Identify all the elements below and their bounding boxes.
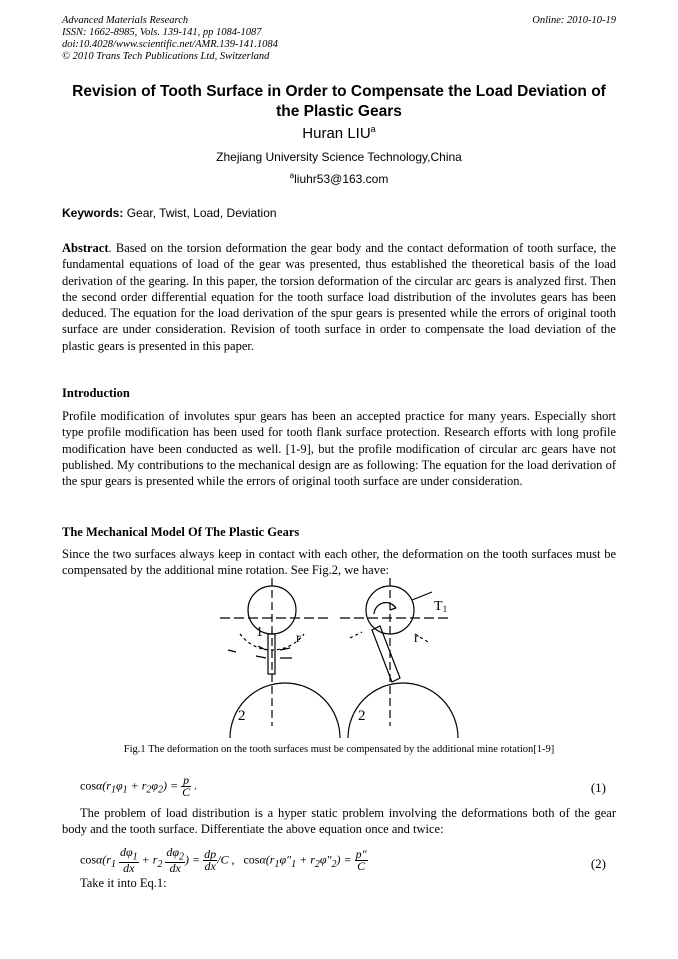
online-date: Online: 2010-10-19 bbox=[532, 15, 616, 26]
mechanical-model-text: Since the two surfaces always keep in contact with each other, the deformation on the tooth surfaces must be compensated by the additional mine rotation. See Fig.2, we have: bbox=[62, 547, 616, 578]
email-sup: a bbox=[289, 171, 295, 180]
figure-caption: Fig.1 The deformation on the tooth surfaces must be compensated by the additional mine rotation[1-9] bbox=[123, 744, 555, 755]
email-address: liuhr53@163.com bbox=[294, 172, 389, 186]
doi-line: doi:10.4028/www.scientific.net/AMR.139-141.1084 bbox=[62, 39, 278, 50]
equation-1-number: (1) bbox=[590, 780, 606, 795]
author-name: Huran LIU bbox=[302, 125, 371, 142]
tick-left bbox=[228, 650, 236, 652]
tooth-contact-right bbox=[372, 626, 400, 682]
journal-name: Advanced Materials Research bbox=[62, 15, 189, 26]
equation-2: $\cos\alpha(r_1$ $\frac{d\varphi_1}{dx}$ + $r_2$ $\frac{d\varphi_2}{dx}$ ) = $\frac{dp}{dx}$ /C , $\cos\alpha(r_1\varphi''_1 + r_2\varphi''_2)$ = $\frac{p''}{C}$ bbox=[80, 845, 367, 876]
gear-2-arc-left bbox=[230, 683, 340, 738]
keywords-label: Keywords: bbox=[62, 206, 124, 220]
author-sup: a bbox=[370, 124, 376, 134]
rotation-arrow-right bbox=[390, 604, 396, 610]
label-torque: T1 bbox=[434, 599, 448, 614]
paper-title: Revision of Tooth Surface in Order to Compensate the Load Deviation of the Plastic Gears bbox=[72, 83, 606, 120]
torque-leader bbox=[412, 592, 432, 600]
label-gear-1-left: 1 bbox=[256, 625, 263, 640]
take-it-text: Take it into Eq.1: bbox=[80, 876, 167, 890]
introduction-text: Profile modification of involutes spur gears has been an accepted practice for many years. Especially short type profile modification has been used for tooth flank surface protection. Research efforts with long profile modification have been conducted as well. [1-9], but the profile modification of circular arc gears have not published. My contributions to the mechanical design are as following: The equation for the load derivation of the spur gears is presented while the errors of original tooth surface are under consideration. bbox=[62, 409, 616, 489]
label-gear-2-right: 2 bbox=[358, 708, 366, 724]
mechanical-model-heading: The Mechanical Model Of The Plastic Gears bbox=[62, 525, 300, 539]
label-gear-2-left: 2 bbox=[238, 708, 246, 724]
journal-header bbox=[62, 15, 616, 63]
abstract-label: Abstract bbox=[62, 241, 109, 255]
copyright-line: © 2010 Trans Tech Publications Ltd, Switzerland bbox=[62, 51, 270, 62]
abstract bbox=[62, 240, 616, 354]
keywords bbox=[62, 206, 616, 220]
author bbox=[62, 124, 616, 142]
equation-1: $\cos\alpha(r_1\varphi_1 + r_2\varphi_2)$ = $\frac{p}{C}$ . bbox=[80, 773, 198, 799]
issn-line: ISSN: 1662-8985, Vols. 139-141, pp 1084-1087 bbox=[62, 27, 262, 38]
label-r-right: r bbox=[414, 631, 419, 646]
affiliation: Zhejiang University Science Technology,China bbox=[216, 150, 462, 164]
equation-2-number: (2) bbox=[590, 856, 606, 871]
introduction-heading: Introduction bbox=[62, 386, 130, 400]
author-email bbox=[62, 171, 616, 186]
gear-deformation-figure bbox=[200, 578, 490, 738]
keywords-text: Gear, Twist, Load, Deviation bbox=[123, 206, 277, 220]
abstract-text: . Based on the torsion deformation the gear body and the contact deformation of tooth surface, the fundamental equations of load of the gear was presented, thus established the theoretical basis of the load derivation of the gearing. In this paper, the torsion deformation of the circular arc gears is analyzed first. Then the second order differential equation for the tooth surface load distribution of the involutes gears has been deduced. The equation for the load derivation of the spur gears is presented while the errors of original tooth surface are under consideration. Revision of tooth surface in order to compensate the load deviation of the plastic gears is presented in this paper. bbox=[62, 241, 616, 353]
paragraph-load-distribution: The problem of load distribution is a hyper static problem involving the deformations both of the gear body and the tooth surface. Differentiate the above equation once and twice: bbox=[62, 806, 616, 837]
deformation-hatch-left bbox=[256, 646, 292, 658]
label-r-left: r bbox=[296, 631, 301, 646]
